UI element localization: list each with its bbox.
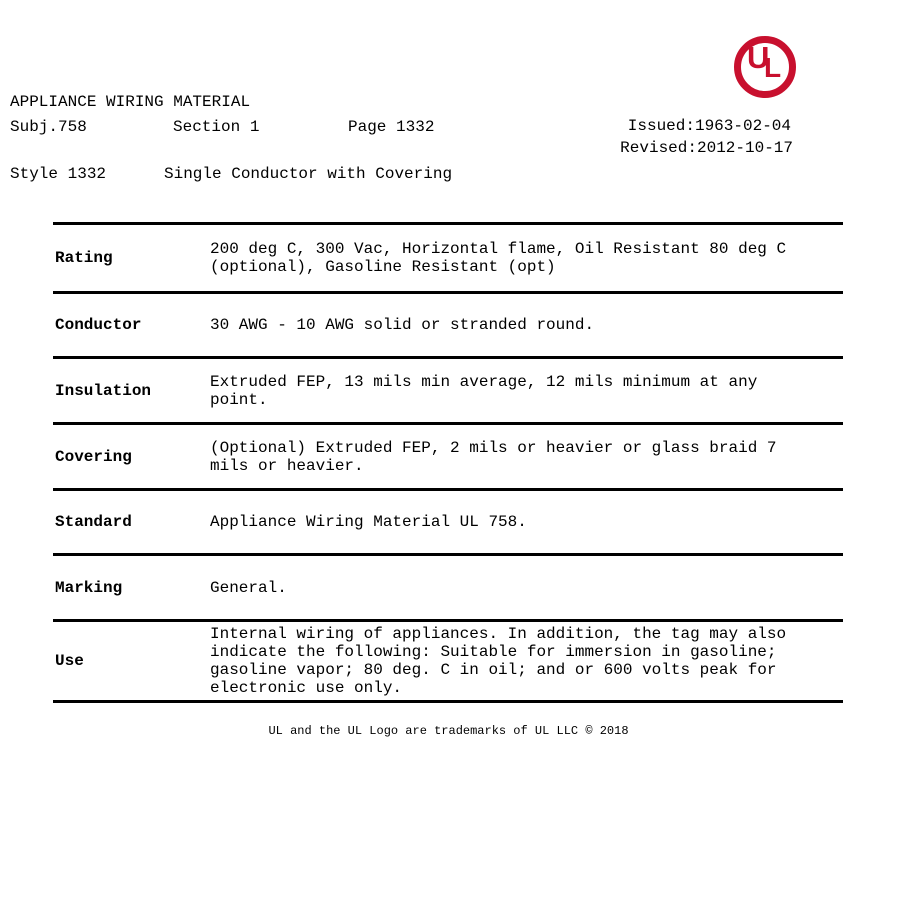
row-label-covering: Covering [55,447,132,466]
style-description: Single Conductor with Covering [164,165,453,183]
page-number: Page 1332 [348,118,435,136]
document-title: APPLIANCE WIRING MATERIAL [10,93,251,111]
trademark-footer: UL and the UL Logo are trademarks of UL LLC © 2018 [268,724,629,738]
ul-logo-letter-l: L [764,52,782,83]
subject-number: Subj.758 [10,118,87,136]
row-label-use: Use [55,652,84,670]
section-number: Section 1 [173,118,260,136]
row-content-marking: General. [210,578,287,597]
table-row [53,488,843,553]
revised-date: Revised:2012-10-17 [620,139,793,157]
row-label-marking: Marking [55,578,123,597]
issued-date: Issued:1963-02-04 [627,117,791,135]
spec-table [53,222,843,703]
table-row [53,356,843,422]
row-label-rating: Rating [55,249,113,267]
style-number: Style 1332 [10,165,107,183]
row-content-conductor: 30 AWG - 10 AWG solid or stranded round. [210,316,595,334]
row-label-insulation: Insulation [55,381,152,400]
table-row [53,422,843,488]
row-label-conductor: Conductor [55,316,142,334]
row-label-standard: Standard [55,513,132,531]
table-row [53,553,843,619]
row-content-standard: Appliance Wiring Material UL 758. [210,513,527,531]
row-content-rating: 200 deg C, 300 Vac, Horizontal flame, Oil Resistant 80 deg C (optional), Gasoline Resistant (opt) [210,240,787,276]
row-content-insulation: Extruded FEP, 13 mils min average, 12 mils minimum at any point. [210,372,758,409]
ul-logo-letter-u: U [747,40,770,75]
ul-logo-icon [734,36,796,98]
table-row [53,619,843,703]
table-row [53,222,843,291]
table-row [53,291,843,356]
row-content-covering: (Optional) Extruded FEP, 2 mils or heavier or glass braid 7 mils or heavier. [210,438,777,475]
row-content-use: Internal wiring of appliances. In addition, the tag may also indicate the following: Suitable for immersion in gasoline; gasoline vapor; 80 deg. C in oil; and or 600 volts peak for electronic use only. [210,625,787,697]
